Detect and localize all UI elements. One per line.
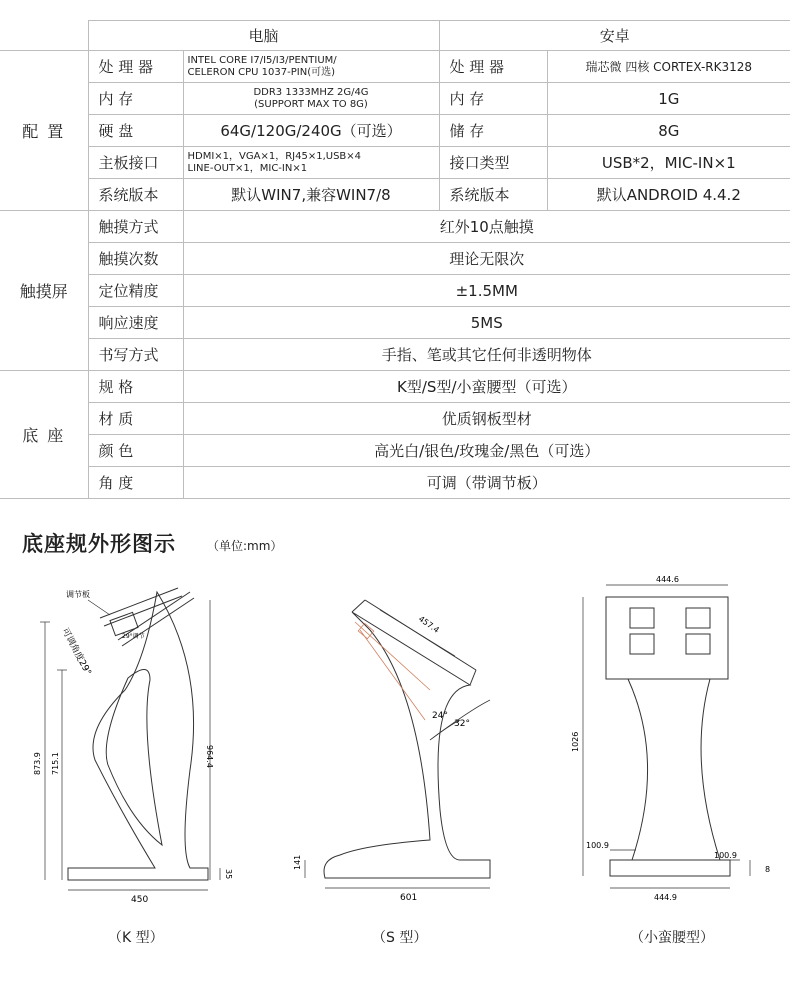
- table-row: [0, 179, 790, 211]
- table-header-row: [0, 21, 790, 51]
- s-caption: （S 型）: [372, 930, 428, 946]
- row-value-android: 8G: [547, 115, 790, 147]
- spec-table: [0, 20, 790, 499]
- table-row: [0, 51, 790, 83]
- row-value-android: 瑞芯微 四核 CORTEX-RK3128: [547, 51, 790, 83]
- x-dim-height: 1026: [571, 731, 580, 752]
- row-label: 系统版本: [88, 179, 183, 211]
- table-row: [0, 211, 790, 243]
- row-value: 5MS: [183, 307, 790, 339]
- row-value: 高光白/银色/玫瑰金/黑色（可选）: [183, 435, 790, 467]
- s-dim-base-height: 141: [293, 854, 302, 870]
- row-value: 64G/120G/240G（可选）: [183, 115, 439, 147]
- k-dim-outer: 873.9: [33, 752, 42, 775]
- table-row: [0, 307, 790, 339]
- k-dim-inner: 715.1: [51, 752, 60, 775]
- row-label-android: 接口类型: [439, 147, 547, 179]
- k-small-label: 29°调节: [122, 633, 145, 640]
- k-dim-base-thick: 35: [224, 869, 233, 880]
- row-value: K型/S型/小蛮腰型（可选）: [183, 371, 790, 403]
- category-touch: 触摸屏: [0, 211, 88, 371]
- row-value-android: USB*2，MIC-IN×1: [547, 147, 790, 179]
- row-value: 优质钢板型材: [183, 403, 790, 435]
- category-config: 配 置: [0, 51, 88, 211]
- row-label: 角 度: [88, 467, 183, 499]
- table-row: [0, 339, 790, 371]
- row-value: 理论无限次: [183, 243, 790, 275]
- row-value: DDR3 1333MHZ 2G/4G (SUPPORT MAX TO 8G): [183, 83, 439, 115]
- row-value: ±1.5MM: [183, 275, 790, 307]
- table-row: [0, 275, 790, 307]
- row-label: 书写方式: [88, 339, 183, 371]
- row-value: INTEL CORE I7/I5/I3/PENTIUM/ CELERON CPU 1037-PIN(可选): [183, 51, 439, 83]
- row-label: 硬 盘: [88, 115, 183, 147]
- stand-drawings: [0, 560, 790, 920]
- table-row: [0, 467, 790, 499]
- row-value: 默认WIN7,兼容WIN7/8: [183, 179, 439, 211]
- row-label-android: 内 存: [439, 83, 547, 115]
- android-header: 安卓: [439, 21, 790, 51]
- row-value: 红外10点触摸: [183, 211, 790, 243]
- row-label: 响应速度: [88, 307, 183, 339]
- row-value-android: 默认ANDROID 4.4.2: [547, 179, 790, 211]
- s-angle-1: 24°: [432, 711, 448, 721]
- row-label: 定位精度: [88, 275, 183, 307]
- table-row: [0, 147, 790, 179]
- k-tilt-plate-label: 调节板: [66, 590, 90, 599]
- s-dim-screen: 457.4: [416, 614, 441, 635]
- pc-header: 电脑: [88, 21, 439, 51]
- s-stand-drawing: [305, 600, 490, 888]
- table-row: [0, 403, 790, 435]
- s-angle-2: 32°: [454, 719, 470, 729]
- row-value: HDMI×1，VGA×1，RJ45×1,USB×4 LINE-OUT×1，MIC-IN×1: [183, 147, 439, 179]
- x-dim-base-thick: 8: [765, 865, 771, 874]
- category-base: 底 座: [0, 371, 88, 499]
- row-label: 主板接口: [88, 147, 183, 179]
- x-dim-foot-right: 100.9: [714, 851, 737, 860]
- row-label: 材 质: [88, 403, 183, 435]
- section-title: 底座规外形图示: [22, 532, 176, 556]
- row-label: 处 理 器: [88, 51, 183, 83]
- row-label: 规 格: [88, 371, 183, 403]
- x-caption: （小蛮腰型）: [630, 930, 714, 946]
- x-dim-top-width: 444.6: [656, 575, 679, 584]
- row-value: 手指、笔或其它任何非透明物体: [183, 339, 790, 371]
- row-label: 内 存: [88, 83, 183, 115]
- row-label: 触摸次数: [88, 243, 183, 275]
- table-row: [0, 115, 790, 147]
- k-tilt-note: 可调角度29°: [59, 626, 93, 678]
- row-label-android: 储 存: [439, 115, 547, 147]
- x-dim-foot-left: 100.9: [586, 841, 609, 850]
- table-row: [0, 371, 790, 403]
- row-label-android: 系统版本: [439, 179, 547, 211]
- k-dim-total: 964.4: [205, 745, 214, 768]
- row-label-android: 处 理 器: [439, 51, 547, 83]
- x-dim-base-width: 444.9: [654, 893, 677, 902]
- table-row: [0, 83, 790, 115]
- unit-note: （单位:mm）: [207, 539, 283, 553]
- row-value: 可调（带调节板）: [183, 467, 790, 499]
- row-label: 触摸方式: [88, 211, 183, 243]
- k-dim-base-width: 450: [131, 895, 149, 905]
- table-row: [0, 435, 790, 467]
- row-label: 颜 色: [88, 435, 183, 467]
- row-value-android: 1G: [547, 83, 790, 115]
- table-row: [0, 243, 790, 275]
- k-caption: （K 型）: [108, 930, 164, 946]
- s-dim-base-width: 601: [400, 893, 418, 903]
